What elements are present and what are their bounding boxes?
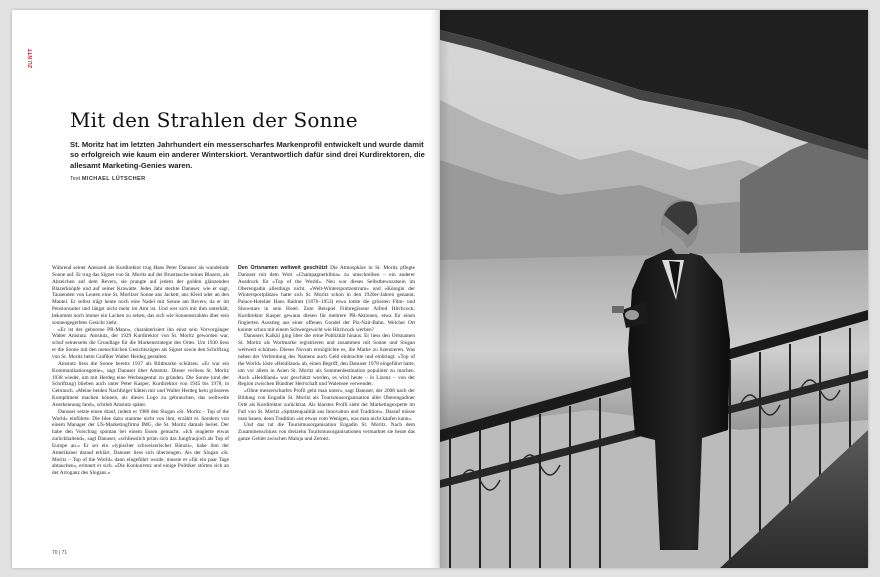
subheading: Den Ortsnamen weltweit geschützt: [238, 265, 328, 271]
photo-hitchcock-balcony: [440, 10, 868, 568]
paragraph: Während seiner Amtszeit als Kurdirektor trug Hans Peter Danuser als wandelnde Sonne auf. Er trug das Signet von St. Moritz auf der Brusttasche seines Blazers, als Abzeichen auf dem Revers, sie prangte auf jedem der golden glänzenden Blazerknöpfe und auf seiner Krawatte. Jedes Jahr steckte Danuser, wie er sagt, Tausenden von Leuten eine St. Moritzer Sonne ans Jackett, ans Kleid oder an den Mantel. Er selbst trägt heute noch eine Nadel mit Sonne am Revers, da er im Pensionsalter und längst nicht mehr im Amt ist. Und wer sich mit ihm unterhält, bekommt noch immer ein Lachen zu sehen, das sich wie Sonnenstrahlen über sein sonnengegerbtes Gesicht zieht.: [52, 265, 229, 326]
paragraph: [238, 265, 415, 333]
byline-prefix: Text: [70, 176, 81, 182]
article-lede: St. Moritz hat im letzten Jahrhundert ein messerscharfes Markenprofil entwickelt und wurde damit so erfolgreich wie kaum ein anderer Winterskiort. Verantwortlich dafür sind drei Kurdirektoren, die allesamt Marketing-Genies waren.: [70, 140, 425, 170]
article-byline: [70, 176, 146, 182]
paragraph-text: Die Atmosphäre in St. Moritz pflegte Danuser mit dem Wort «Champagnerklima» zu umschreiben – ein anderer Ausdruck für «Top of the World». Neu war dieses Selbstbewusstsein im Oberengadin allerdings nicht. «Welt-Wintersportzentrum» und «Königin der Wintersportplätze» hatte sich St. Moritz schon in den 1920er-Jahren genannt. Palace-Hotelier Hans Badrutt (1876–1953) etwa lotste die grössten Film- und Showstars in sein Hotel. Zum Beispiel Filmregisseur Alfred Hitchcock; Kurdirektor Kasper gewann diesen für mehrere PR-Aktionen, etwa für einen fingierten Ausstieg aus einer offenen Gondel der Piz-Nair-Bahn. Welcher Ort konnte schon mit einem Schwergewicht wie Hitchcock werben?: [238, 265, 416, 333]
section-tag: ZU.NTT: [28, 48, 34, 68]
paragraph: Danusers Kalkül ging über die reine Publizität hinaus. Er liess den Ortsnamen St. Moritz als Wortmarke registrieren und zusammen mit Sonne und Slogan weltweit schützen. Dieses Novum ermöglichte es, die Marke zu lizenzieren. Was neben der Verbreitung des Namens auch Geld einbrachte und einbringt. «Top of the World» löste «Heidiland» ab, einen Begriff, den Danuser 1978 eingeführt hatte, um vor allem in Asien St. Moritz als Sommerdestination populärer zu machen. Auch «Heidiland» war geschützt worden, es wird heute – in Lizenz – von der Region zwischen Bündner Herrschaft und Walensee verwendet.: [238, 333, 415, 388]
paragraph: Danuser setzte einen drauf, indem er 1986 den Slogan «St. Moritz – Top of the World» einführte. Die Idee dazu stamme nicht von ihm, erzählt er. Sondern von einem Manager der US-Marketingfirma IMG, die St. Moritz damals beriet. Der habe den Vorschlag spontan bei einem Essen gemacht. «Ich reagierte etwas zurückhaltend», sagt Danuser, «schliesslich prüm sich das Jungfraujoch als Top of Europe an.» Er sei ein «typischer schweizerischer Bünzli», habe ihm der Amerikaner darauf erklärt. Danuser liess sich überzeugen. Als der Slogan «St. Moritz – Top of the World» dann eingeführt wurde, musste er «für ein paar Tage abtauchen», erinnert er sich. «Die Konkurrenz und einige Politiker störten sich an der Arroganz des Slogans.»: [52, 408, 229, 477]
paragraph: «Ohne messerscharfes Profil geht man unter», sagt Danuser, der 2008 nach der Bildung von Engadin St. Moritz als Tourismusorganisation aller Oberengadiner Orte als Kurdirektor zurücktrat. Als klarstes Profil sieht der Marketingexperte im Fall von St. Moritz «Spitzenqualität aus Innovation und Tradition». Darauf müsse man bauen, denn Tradition «ist etwas vom Wenigen, was man nicht kaufen kann».: [238, 388, 415, 422]
text-column-2: [238, 265, 415, 443]
article-headline: Mit den Strahlen der Sonne: [70, 108, 358, 132]
paragraph: Und das tut die Tourismusorganisation Engadin St. Moritz. Nach dem Zusammenschluss von dreizehn Tourismusorganisationen vermarktet sie heute das ganze Gebiet zwischen Maloja und Zernez.: [238, 422, 415, 443]
left-page: [12, 10, 440, 568]
text-column-1: [52, 265, 229, 477]
page-number: 70 | 71: [52, 550, 68, 556]
right-page: [440, 10, 868, 568]
byline-author: MICHAEL LÜTSCHER: [81, 176, 146, 182]
paragraph: Amstutz liess die Sonne bereits 1937 als Bildmarke schützen. «Er war ein Kommunikationsgenie», sagt Danuser über Amstutz. Dieser verliess St. Moritz 1938 wieder, um mit Herdeg eine Werbeagentur zu gründen. Die Sonne (und der Schriftzug) blieben auch unter Peter Kasper, Kurdirektor von 1945 bis 1978, in Gebrauch. «Meine beiden Nachfolger hätten mir und Walter Herdeg kein grösseres Kompliment machen können, als dieses Logo zu gebrauchen, das weltweite Anerkennung fand», schrieb Amstutz später.: [52, 360, 229, 408]
photo-caption: Ein gern gesehener Gast, der St. Moritz liebte: Alfred Hitchcock, 1958.: [786, 44, 861, 55]
paragraph: «Er ist der geborene PR-Mann», charakterisiert ihn einst sein Vorvorgänger Walter Amstutz. Amstutz, der 1929 Kurdirektor von St. Moritz geworden war, schuf seinerseits die Grundlage für die Markenstrategie des Ortes. Um 1930 liess er die Sonne mit den menschlichen Gesichtszügen als Signet sowie den Schriftzug von St. Moritz beim Grafiker Walter Herdeg gestalten.: [52, 326, 229, 360]
